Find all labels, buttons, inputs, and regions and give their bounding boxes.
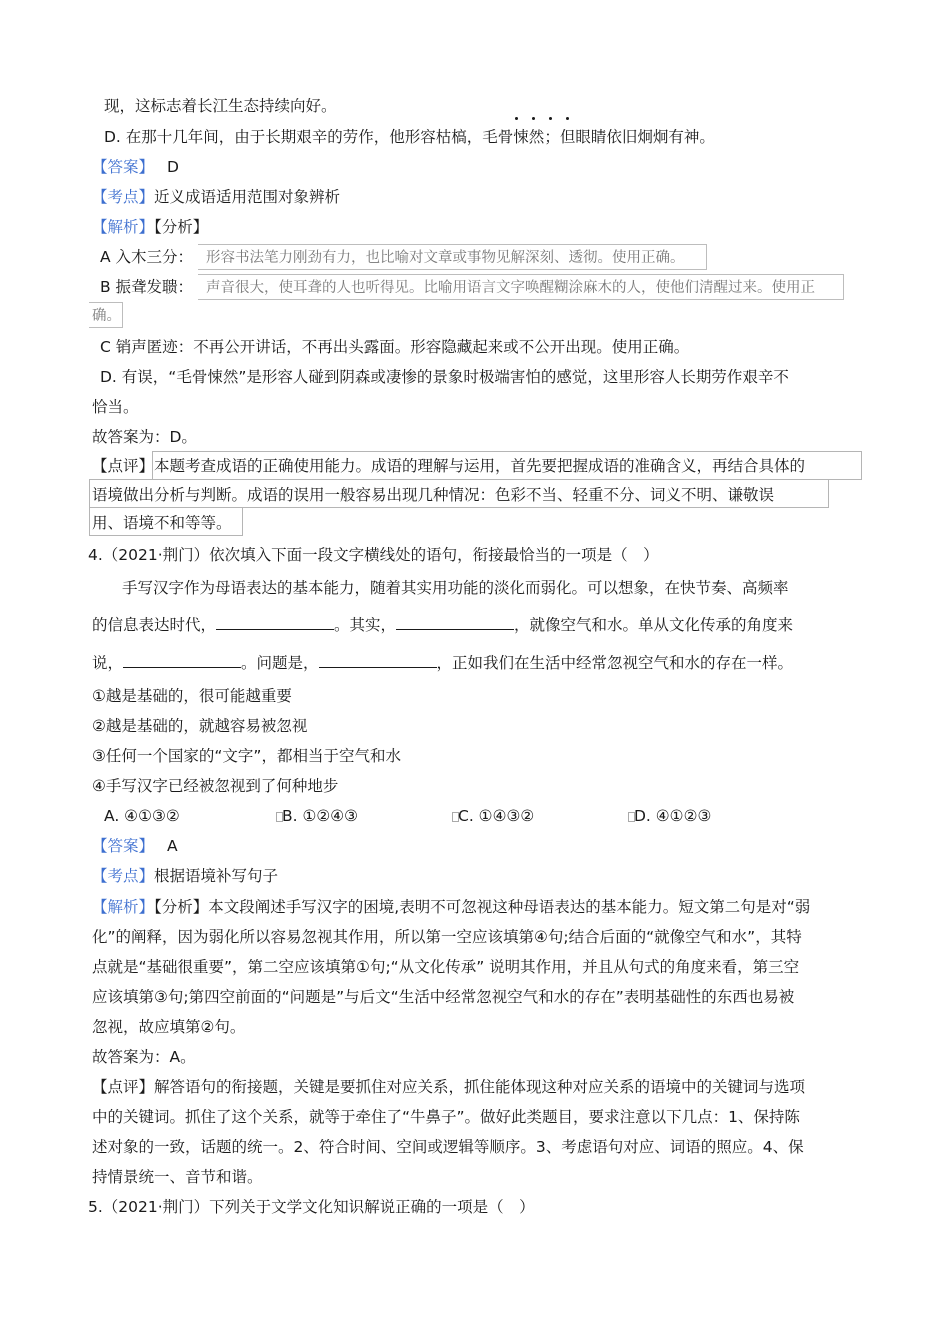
q4-item4: ④手写汉字已经被忽视到了何种地步: [92, 777, 339, 795]
q3-option-d: [104, 126, 715, 148]
q3-b-text2: 确。: [92, 308, 121, 324]
analysis-tag: 【分析】: [154, 218, 209, 236]
q3-option-d-before: D. 在那十几年间，由于长期艰辛的劳作，他形容枯槁，: [104, 128, 483, 146]
q3-d-text2: 恰当。: [92, 398, 139, 416]
q3-option-d-after: ；但眼睛依旧炯炯有神。: [544, 128, 715, 146]
analysis-label: 【解析】: [92, 898, 155, 916]
point-value: 根据语境补写句子: [154, 867, 279, 885]
q3-comment-line1: [92, 455, 805, 477]
para3c: ，正如我们在生活中经常忽视空气和水的存在一样。: [436, 654, 794, 672]
q4-answer: [92, 835, 178, 857]
comment-label: 【点评】: [92, 457, 155, 475]
q3-b-key: B 振聋发聩：: [100, 278, 194, 296]
q4-analysis-line2: 化”的阐释，因为弱化所以容易忽视其作用，所以第一空应该填第④句;结合后面的“就像空气和水”，其特: [92, 928, 802, 946]
q4-item3: ③任何一个国家的“文字”，都相当于空气和水: [92, 747, 401, 765]
q4-analysis-line5: 忽视，故应填第②句。: [92, 1018, 246, 1036]
blank-2: [396, 615, 514, 630]
q3-b-text: 声音很大，使耳聋的人也听得见。比喻用语言文字唤醒糊涂麻木的人，使他们清醒过来。使用正: [206, 280, 815, 296]
q3-a-text: 形容书法笔力刚劲有力，也比喻对文章或事物见解深刻、透彻。使用正确。: [206, 250, 685, 266]
q3-c-text: C 销声匿迹：不再公开讲话，不再出头露面。形容隐藏起来或不公开出现。使用正确。: [100, 338, 690, 356]
point-label: 【考点】: [92, 188, 155, 206]
answer-label: 【答案】: [92, 837, 155, 855]
analysis-text1: 本文段阐述手写汉字的困境,表明不可忽视这种母语表达的基本能力。短文第二句是对“弱: [208, 898, 811, 916]
q4-analysis-line1: [92, 896, 810, 918]
q3-analysis: [92, 216, 208, 238]
q3-a-key: A 入木三分：: [100, 248, 194, 266]
q4-point: [92, 865, 278, 887]
para3a: 说，: [92, 654, 124, 672]
q4-comment-line4: 持情景统一、音节和谐。: [92, 1168, 263, 1186]
para2a: 的信息表达时代，: [92, 616, 217, 634]
q4-para-line2: [92, 614, 793, 636]
q4-option-b: B. ①②④③: [282, 807, 359, 825]
q4-item1: ①越是基础的，很可能越重要: [92, 687, 292, 705]
answer-label: 【答案】: [92, 158, 155, 176]
q3-option-d-emphasis: 毛骨悚然: [482, 128, 545, 146]
q4-analysis-line3: 点就是“基础很重要”，第二空应该填第①句;“从文化传承” 说明其作用，并且从句式的角度来看，第三空: [92, 958, 800, 976]
q4-comment-line3: 述对象的一致，话题的统一。2、符合时间、空间或逻辑等顺序。3、考虑语句对应、词语的照应。4、保: [92, 1138, 804, 1156]
comment-text1: 本题考查成语的正确使用能力。成语的理解与运用，首先要把握成语的准确含义，再结合具体的: [154, 457, 806, 475]
comment-text1: 解答语句的衔接题，关键是要抓住对应关系，抓住能体现这种对应关系的语境中的关键词与选项: [154, 1078, 806, 1096]
q4-para-line1: 手写汉字作为母语表达的基本能力，随着其实用功能的淡化而弱化。可以想象，在快节奏、高频率: [122, 579, 789, 597]
blank-3: [123, 653, 241, 668]
point-value: 近义成语适用范围对象辨析: [154, 188, 341, 206]
q4-option-c: C. ①④③②: [458, 807, 535, 825]
q5-stem: 5.（2021·荆门）下列关于文学文化知识解说正确的一项是（ ）: [88, 1198, 535, 1216]
blank-4: [319, 653, 437, 668]
q3-line1: 现，这标志着长江生态持续向好。: [104, 97, 337, 115]
analysis-tag: 【分析】: [154, 898, 209, 916]
emphasis-dots: [509, 117, 579, 125]
q4-analysis-line4: 应该填第③句;第四空前面的“问题是”与后文“生活中经常忽视空气和水的存在”表明基础性的东西也易被: [92, 988, 795, 1006]
q4-stem: 4.（2021·荆门）依次填入下面一段文字横线处的语句，衔接最恰当的一项是（ ）: [88, 546, 659, 564]
q4-item2: ②越是基础的，就越容易被忽视: [92, 717, 308, 735]
point-label: 【考点】: [92, 867, 155, 885]
q4-comment-line1: [92, 1076, 805, 1098]
q4-option-d: D. ④①②③: [634, 807, 712, 825]
para2c: ，就像空气和水。单从文化传承的角度来: [514, 616, 794, 634]
q4-conclusion: 故答案为：A。: [92, 1048, 196, 1066]
q3-answer: [92, 156, 179, 178]
q4-para-line3: [92, 652, 793, 674]
para3b: 。问题是，: [241, 654, 319, 672]
comment-label: 【点评】: [92, 1078, 155, 1096]
q3-comment-line3: 用、语境不和等等。: [92, 514, 232, 532]
analysis-label: 【解析】: [92, 218, 155, 236]
q3-d-text1: D. 有误，“毛骨悚然”是形容人碰到阴森或凄惨的景象时极端害怕的感觉，这里形容人长期劳作艰辛不: [100, 368, 789, 386]
q4-option-a: A. ④①③②: [104, 807, 180, 825]
q4-comment-line2: 中的关键词。抓住了这个关系，就等于牵住了“牛鼻子”。做好此类题目，要求注意以下几点：1、保持陈: [92, 1108, 800, 1126]
q3-conclusion: 故答案为：D。: [92, 428, 197, 446]
q3-point: [92, 186, 340, 208]
answer-value: A: [166, 837, 178, 855]
answer-value: D: [166, 158, 179, 176]
q3-comment-line2: 语境做出分析与判断。成语的误用一般容易出现几种情况：色彩不当、轻重不分、词义不明、谦敬误: [92, 486, 775, 504]
para2b: 。其实，: [334, 616, 397, 634]
blank-1: [216, 615, 334, 630]
